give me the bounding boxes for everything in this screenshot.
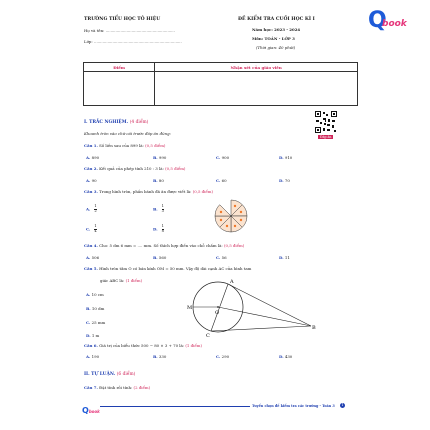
school-year: Năm học: 2023 - 2024 (252, 27, 301, 32)
section-1-title (84, 120, 148, 125)
section-2-title (84, 372, 135, 377)
question-1-text: Số liền sau của 899 là: (99, 143, 144, 148)
q5-option-a[interactable]: A. 10 cm (86, 292, 104, 297)
q5-option-d[interactable]: D. 1 m (86, 333, 100, 338)
question-2 (84, 166, 185, 171)
qr-code[interactable] (314, 110, 338, 134)
question-7 (84, 385, 150, 390)
q3-option-a[interactable]: A. $\frac{1}{2}$ (86, 204, 97, 213)
q2-option-a[interactable]: A. 90 (86, 178, 97, 183)
q2-option-b[interactable]: B. 80 (153, 178, 164, 183)
question-2-number: Câu 2. (84, 166, 98, 171)
q6-option-b[interactable]: B. 330 (153, 354, 167, 359)
q4-option-b[interactable]: B. 560 (153, 255, 167, 260)
question-7-text: Đặt tính rồi tính: (99, 385, 133, 390)
label-a: A (230, 279, 234, 285)
qr-caption: Đáp án (320, 135, 332, 139)
score-cell (84, 72, 155, 106)
class-line: Lớp: ....................................................................... (84, 39, 182, 44)
label-b: B (312, 325, 316, 331)
section-2-label: II. TỰ LUẬN. (84, 372, 116, 377)
q4-option-a[interactable]: A. 506 (86, 255, 100, 260)
question-7-points: (2 điểm) (133, 385, 151, 390)
question-3-points: (0,5 điểm) (192, 189, 213, 194)
q1-option-d[interactable]: D. 910 (279, 155, 293, 160)
circle-tangent-figure (178, 278, 318, 338)
logo-text: book (382, 19, 407, 29)
question-1-number: Câu 1. (84, 143, 98, 148)
q5-option-c[interactable]: C. 25 mm (86, 320, 106, 325)
q3-option-c[interactable]: C. $\frac{1}{4}$ (86, 224, 97, 233)
student-name-line: Họ và tên: ........................................................ (84, 28, 175, 33)
section-1-label: I. TRẮC NGHIỆM. (84, 120, 129, 125)
question-5-points: (1 điểm) (125, 278, 143, 283)
label-m: M (187, 305, 193, 311)
footer-text: Tuyển chọn đề kiểm tra các trường - Toán 3 (252, 404, 335, 408)
section-1-instruction: Khoanh tròn vào chữ cái trước đáp án đúng: (84, 131, 171, 136)
q3-option-b[interactable]: B. $\frac{1}{3}$ (153, 204, 164, 213)
section-1-points: (4 điểm) (129, 120, 149, 125)
time-limit: (Thời gian: 40 phút) (256, 45, 296, 50)
comment-cell (155, 72, 358, 106)
question-5-number: Câu 5. (84, 266, 98, 271)
question-1 (84, 143, 165, 148)
question-7-number: Câu 7. (84, 385, 98, 390)
logo-q-letter: Q (368, 8, 387, 33)
question-6 (84, 343, 202, 348)
question-6-number: Câu 6. (84, 343, 98, 348)
qbook-logo (368, 8, 414, 38)
question-5-line2 (100, 278, 142, 283)
q4-option-c[interactable]: C. 56 (216, 255, 227, 260)
q6-option-c[interactable]: C. 290 (216, 354, 230, 359)
label-o: O (215, 310, 220, 316)
teacher-comment-header: Nhận xét của giáo viên (155, 63, 358, 72)
q4-option-d[interactable]: D. 11 (279, 255, 290, 260)
q6-option-d[interactable]: D. 430 (279, 354, 293, 359)
q6-option-a[interactable]: A. 190 (86, 354, 100, 359)
q3-option-d[interactable]: D. $\frac{1}{8}$ (153, 224, 164, 233)
page-number: 1 (341, 403, 344, 407)
q2-option-c[interactable]: C. 60 (216, 178, 227, 183)
question-2-text: Kết quả của phép tính 210 : 3 là: (99, 166, 164, 171)
score-header: Điểm (84, 63, 155, 72)
question-6-points: (1 điểm) (185, 343, 202, 348)
question-3-number: Câu 3. (84, 189, 98, 194)
section-2-points: (6 điểm) (116, 372, 136, 377)
question-4-text: Cho: 5 dm 6 mm = .... mm. Số thích hợp điền vào chỗ chấm là: (99, 243, 223, 248)
grade-table (83, 62, 358, 106)
question-2-points: (0,5 điểm) (165, 166, 186, 171)
q2-option-d[interactable]: D. 70 (279, 178, 290, 183)
footer-logo: Qbook (82, 406, 100, 415)
cake-circle-figure (213, 198, 249, 234)
exam-title: ĐỀ KIỂM TRA CUỐI HỌC KÌ I (238, 17, 315, 22)
question-5-text-2: giác ABC là: (100, 278, 125, 283)
question-1-points: (0,5 điểm) (145, 143, 166, 148)
question-3 (84, 189, 213, 194)
question-4 (84, 243, 244, 248)
question-5-text: Hình tròn tâm O có bán kính OM = 50 mm. Vậy độ dài cạnh AC của hình tam (99, 266, 252, 271)
question-4-number: Câu 4. (84, 243, 98, 248)
question-5 (84, 266, 251, 271)
question-3-text: Trong hình tròn, phần bánh đã ăn được viết là: (99, 189, 192, 194)
school-name: TRƯỜNG TIỂU HỌC TÔ HIỆU (84, 17, 161, 22)
subject: Môn: TOÁN - LỚP 3 (252, 36, 295, 41)
q1-option-b[interactable]: B. 990 (153, 155, 167, 160)
q5-option-b[interactable]: B. 10 dm (86, 306, 105, 311)
footer-line (100, 406, 250, 407)
q1-option-a[interactable]: A. 890 (86, 155, 100, 160)
question-6-text: Giá trị của biểu thức 500 − 80 × 3 + 70 là: (99, 343, 185, 348)
q1-option-c[interactable]: C. 900 (216, 155, 230, 160)
label-c: C (206, 333, 210, 338)
question-4-points: (0,5 điểm) (223, 243, 245, 248)
